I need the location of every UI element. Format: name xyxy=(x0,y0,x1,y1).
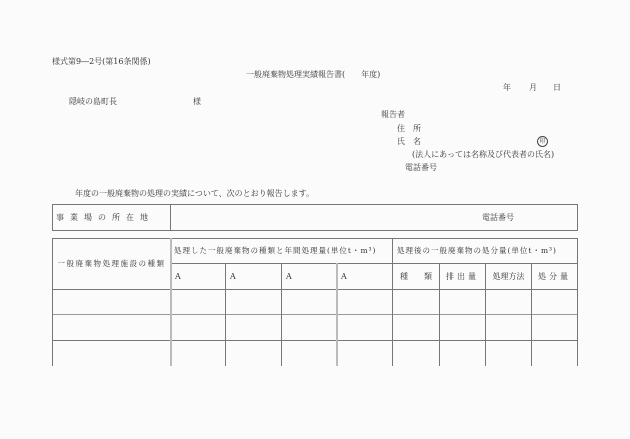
intro-text: 年度の一般廃棄物の処理の実績について、次のとおり報告します。 xyxy=(75,189,315,198)
seal-icon: 印 xyxy=(537,136,548,147)
reporter-label: 報告者 xyxy=(381,110,405,119)
disposal-subcol-type: 種 類 xyxy=(400,271,432,281)
disposal-subcol-amount: 処分量 xyxy=(538,271,571,281)
document-title: 一般廃棄物処理実績報告書( 年度) xyxy=(246,70,381,79)
date-month-label: 月 xyxy=(529,83,537,92)
date-day-label: 日 xyxy=(553,83,561,92)
phone-label: 電話番号 xyxy=(405,163,437,172)
site-phone-label: 電話番号 xyxy=(482,212,514,222)
table-row[interactable] xyxy=(53,315,577,340)
form-number: 様式第9―2号(第16条関係) xyxy=(52,57,151,66)
table-row[interactable] xyxy=(53,290,577,314)
addressee-name: 隠岐の島町長 xyxy=(69,97,117,106)
name-label: 氏 名 xyxy=(397,137,421,146)
location-value[interactable] xyxy=(171,204,483,231)
processed-subcol-4: A xyxy=(341,271,347,281)
date-year-label: 年 xyxy=(503,83,511,92)
processed-subcol-2: A xyxy=(230,271,236,281)
location-label: 事業場の所在地 xyxy=(56,212,154,222)
disposal-subcol-emission: 排出量 xyxy=(446,271,479,281)
processed-header: 処理した一般廃棄物の種類と年間処理量(単位t・m³) xyxy=(174,246,377,255)
disposal-header: 処理後の一般廃棄物の処分量(単位t・m³) xyxy=(397,246,557,255)
processed-subcol-3: A xyxy=(286,271,292,281)
main-table-right xyxy=(577,238,578,366)
address-label: 住 所 xyxy=(397,124,421,133)
disposal-subcol-method: 処理方法 xyxy=(492,271,525,281)
table-row[interactable] xyxy=(53,341,577,366)
addressee-honorific: 様 xyxy=(193,97,201,106)
processed-subcol-1: A xyxy=(175,271,181,281)
corporate-note: (法人にあっては名称及び代表者の氏名) xyxy=(412,150,555,159)
facility-type-header: 一般廃棄物処理施設の種類 xyxy=(57,259,166,268)
